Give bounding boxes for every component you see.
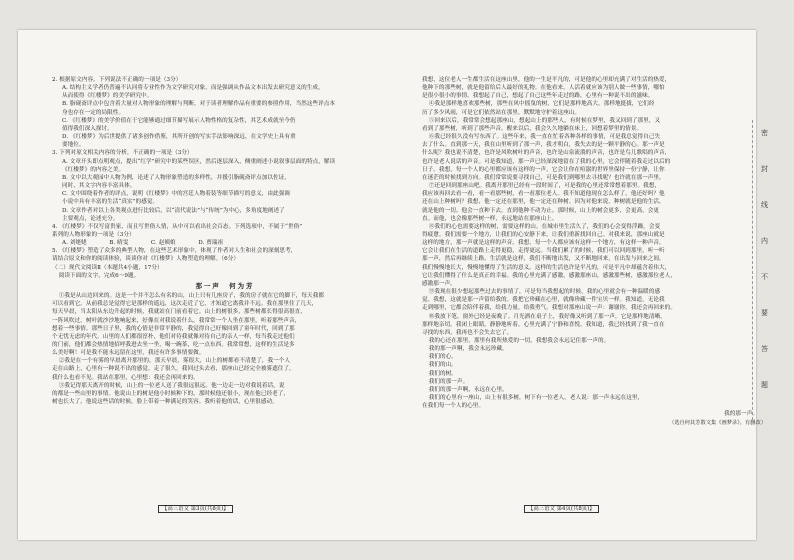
right-column-line: 什么呢？我也说不清楚，也许是风吹树叶的声音，也许是山泉流淌的声音，也许是鸟儿歌唱的声音，: [422, 150, 671, 157]
left-column-line: 个无忧无虑的年代。山里的人们都很淳朴，他们对待我就像对待自己的亲人一样，每当我走过他们: [52, 333, 295, 340]
right-column-line: ⑧我们的心也需要这样的树，需要这样的山。在城市里生活久了，我们的心会变得浮躁，会变: [428, 223, 661, 230]
left-column-line: 要地位。: [62, 142, 85, 149]
right-column-line: 我的心还在那里，那里有我所热爱的一切，我想我会永远记住那一声的。: [428, 338, 610, 344]
left-column-line: 值得我们深入探讨。: [62, 125, 113, 132]
left-column-line: （二）现代文阅读Ⅱ（本题共4小题，17分）: [52, 264, 163, 271]
sidebar-glyph: 不: [761, 273, 768, 281]
right-column-line: 我的那一声啊，我会永远珍藏。: [428, 346, 508, 353]
left-column-line: ②我是在一个有雾的早晨离开那里的。那天早晨，雾很大，山上的树都看不清楚了，我一个人: [58, 358, 291, 365]
sidebar-glyph: 内: [761, 237, 768, 245]
left-column-line: C. 文中围绕着作者的评点，说明《红楼梦》中的宫廷人物着装等细节描写的意义，由此强调: [62, 191, 290, 198]
footer-page-3: [158, 504, 233, 512]
sidebar-glyph: 要: [761, 309, 768, 317]
left-column-line: 请结合原文和你的阅读体验，谈谈你对《红楼梦》人物塑造的理解。（6分）: [52, 256, 240, 263]
left-column-line: 树也长大了。他说这些话的时候，脸上带着一种满足的笑容。我听着他的话，心里很感动。: [52, 399, 278, 406]
left-column-line: A. 刘姥姥 B. 晴雯 C. 赵姨娘 D. 贾瑞祖: [62, 240, 224, 247]
left-column-line: 《红楼梦》的内容之美。: [62, 166, 125, 173]
left-column-line: 的都是一些山里的事情。他说山上的树是他小时候种下的，那时候他还很小，现在他已经老了，: [52, 390, 290, 397]
left-column: [52, 76, 398, 406]
right-column-line: 走到哪里，它都会陪伴着我，给我力量，给我勇气。我想对那座山说一声：谢谢你，我还会再回来的。: [422, 305, 676, 312]
seal-line-sidebar: [752, 120, 779, 420]
left-column-line: 4. 《红楼梦》不仅写富贵家，而且写世俗人情，从中可以看出社会百态。下列选项中，不属于“世俗”: [52, 223, 303, 230]
right-column-line: 也许是老人说话的声音。可是我知道，那一声已经深深地留在了我的心里，它会伴随着我走过以后的: [422, 158, 671, 165]
left-column-line: 主要观点，论述充分。: [62, 215, 119, 222]
left-column-line: 系列的人物形象的一项是（3分）: [52, 231, 135, 238]
right-column-line: 日子。我想，每一个人的心里都应该有这样的一声，它会让你在喧嚣的世界里保持一份宁静，让你: [422, 166, 665, 173]
left-column-line: 我什么也看不见。我站在那里，心里想：我还会再回来的。: [52, 374, 199, 381]
right-column-line: 我想，这位老人一生都生活在这座山里，他的一生是平凡的，可是他的心里却充满了对生活的热爱，: [422, 77, 671, 83]
right-column-line: 那样地亲切。我闭上眼睛，静静地听着，心里充满了宁静和喜悦。我知道，我已经找到了我一直在: [422, 321, 665, 328]
sidebar-glyph: 封: [761, 165, 768, 173]
left-column-line: D. 文章作者对以上各类观点进行比较后，以“清代说法”与“传统”为中心，多角度地阐述了: [62, 207, 285, 214]
right-column-line: 在迷茫的时候找到方向。我们常常说要寻找自己，可是我们到哪里去寻找呢？也许就在那一声里。: [422, 174, 665, 181]
sidebar-glyph: 线: [761, 201, 768, 209]
left-column-line: 可以看到它。从前我总是觉得它是那样的遥远，这次走近了它，才知道它离我并不远。我在那里住了几天，: [52, 301, 318, 308]
right-column-line: ④我是那样地喜欢那些树，那些在风中摇曳的树，它们是那样地高大，那样地挺拔，它们经: [428, 101, 655, 108]
right-column-line: 我们的那一声。: [428, 378, 469, 385]
right-column-line: 我们的心。: [428, 354, 457, 361]
right-column-line: ⑦还是回到那座山吧。我离开那里已经有一段时间了，可是我的心里还常常想着那里。我想，: [428, 183, 661, 190]
right-column-line: 去了什么。直到那一天，我在山里听到了那一声，我才明白，我失去的是一颗平静的心。那一声是: [422, 142, 665, 149]
right-column-line: 觉。我想，这就是那一声留给我的。我把它珍藏在心里，就像珍藏一件宝贝一样。我知道，无论我: [422, 297, 665, 304]
right-column-line: 我们的心里有一座山，山上有很多树，树下有一位老人，老人说：那一声永远在这里，: [428, 395, 644, 402]
left-column-line: 小说中具有丰富的生活“真实”的感觉。: [62, 199, 159, 206]
right-column-line: 感激那一声。: [422, 280, 456, 287]
left-column-line: A. 结构主义学者仍普遍不认同将专业性作为文学研究对象，而是强调从作品文本出发去研究意义的生成，: [62, 85, 324, 92]
left-column-line: D. 《红楼梦》为后世提供了诸多创作借鉴，其所开创的写实手法影响深远，在文学史上具有重: [62, 134, 296, 141]
right-column-line: 我们的山。: [428, 362, 457, 369]
sidebar-glyph: 密: [761, 129, 768, 137]
right-column-line: 历了多少风雨，可是它们依然站在那里，默默地守护着这座山。: [422, 109, 581, 116]
right-column-line: 他种下的那些树，就是他留给后人最好的礼物。在他看来，人活着就应该为别人做一些事情，哪怕: [422, 85, 665, 92]
right-column-line: ⑥我已经很久没有写东西了。这些年来，我一直在忙着各种各样的事情，可是我总觉得自己失: [428, 134, 661, 141]
right-column-line: 我应该再回去看一看，看一看那些树，看一看那位老人。我不知道他现在怎么样了，他还好吗？他: [422, 191, 665, 198]
right-column-line: 看到了那些树，听到了那些声音。醒来以后，我会久久地躺在床上，回想着梦里的情景。: [422, 125, 643, 132]
sidebar-glyph: 题: [761, 381, 768, 389]
left-column-line: ③我记得那天离开的时候，山上的一位老人送了我很远很远。他一边走一边对我说着话，说: [58, 382, 285, 389]
right-column-line: （选自何其芳散文集《画梦录》，有删改）: [669, 419, 766, 426]
left-column-line: 走在山路上，心里有一种说不出的感觉。走了很久，我回过头去看，那座山已经完全被雾遮住了，: [52, 366, 295, 373]
right-column-line: 我们的那一声啊，永远在心里。: [428, 386, 508, 393]
right-column-line: 它让我们懂得了什么是真正的幸福。我的心里充满了感激，感激那座山，感激那些树，感激那位老人，: [422, 272, 676, 279]
right-column-line: 直。而他，也会像那些树一样，永远地站在那座山上。: [422, 215, 558, 222]
right-column-line: 是很小很小的事情。我想起了自己，想起了自己这些年走过的路，心里有一种说不出的滋味。: [422, 93, 654, 100]
left-column-line: 每天早晨，当太阳从东边升起的时候，我就站在门前看着它。山上的树很多，那些树都长得很高很直，: [52, 309, 306, 316]
right-column-line: 我的那一声。: [724, 411, 758, 418]
right-column-line: 寻找的东西，我再也不会失去它了。: [422, 329, 513, 336]
right-column-line: 这样的地方，那一声就是这样的声音。我想，每一个人都应该有这样一个地方，有这样一种声音，: [422, 240, 665, 247]
right-column: [422, 76, 766, 427]
left-column-line: 从而使得《红楼梦》的美学研究中。: [62, 93, 153, 100]
left-column-line: C. 《红楼梦》的美学价值在于它能够通过细节描写展示人物性格的复杂性，其艺术成就至今仍: [62, 117, 296, 124]
right-column-line: 它会让我们在生活的道路上走得更稳，走得更远。当我们累了的时候，我们可以回到那里，听一听: [422, 248, 665, 255]
footer-page-4: [524, 504, 599, 512]
left-column-line: 一阵风吹过，树叶就沙沙地响起来，好像在对我说着什么。我常常一个人坐在那里，听着那些声音，: [52, 317, 301, 324]
footer-page-3-label: 【高三语文 第3页(共8页)】: [158, 505, 233, 513]
exam-sheet: [18, 30, 766, 540]
right-column-line: ⑤回来以后，我常常会想起那座山，想起山上的那些人。有时候在梦里，我又回到了那里，又: [428, 117, 661, 124]
right-column-line: 我们的树。: [428, 370, 457, 377]
right-column-line: 得疲惫。我们需要一个地方，让我们的心安静下来，让我们重新找回自己。对我来说，那座山就是: [422, 231, 665, 238]
left-column-line: 的门前，他们都会热情地招呼我进去坐一坐，喝一碗茶，吃一点东西。我常常想，这样的生活是多: [52, 342, 295, 348]
left-column-line: 2. 根据原文内容，下列说法不正确的一项是（3分）: [52, 77, 182, 83]
left-column-line: B. 脂砚斋评点中包含着大量对人物形象的理解与判断，对于读者理解作品有重要的参照作用，当然这些评点本: [62, 101, 336, 108]
left-column-line: 身也存在一定的局限性。: [62, 109, 125, 116]
left-column-line: A. 文章开头即点明观点，提出“红学”研究中的某些误区，然后逐层深入，侧重阐述小说叙事层面的特点，解读: [62, 158, 336, 165]
left-column-line: 3. 下列对原文相关内容的分析，不正确的一项是（3分）: [52, 150, 193, 157]
footer-page-4-label: 【高三语文 第4页(共8页)】: [524, 505, 599, 513]
right-column-line: ⑨我现在很少想起那些过去的事情了，可是每当我想起的时候，我的心里就会有一种温暖的感: [428, 289, 661, 296]
right-column-line: 那一声，然后再继续上路。生活就是这样，我们不断地出发，又不断地回来，在出发与回来之间，: [422, 256, 665, 263]
left-column-line: 想着一些事情。那些日子里，我的心情是非常平静的，我觉得自己好像回到了童年时代，回到了那: [52, 325, 295, 332]
left-column-line: ①我是从山边回来的。这是一个并不怎么有名的山，山上只有几座房子，我的房子就在它的脚下，每天我都: [58, 293, 324, 300]
left-column-line: 同时，其文字内容丰富具体。: [62, 183, 136, 190]
left-column-line: 阅读下面的文字，完成6～9题。: [58, 272, 140, 279]
left-column-line: 那一声 何为芳: [195, 281, 255, 290]
left-column-line: B. 文中以大观园中人物为例，论述了人物形象塑造的多样性，并援引脂砚斋评点加以佐证，: [62, 174, 290, 181]
right-column-line: 在我们每一个人的心里。: [422, 403, 485, 410]
left-column-line: 么美好啊！可是我不能永远留在这里，我还有许多事情要做。: [52, 350, 205, 357]
right-column-line: 我们慢慢地长大，慢慢地懂得了生活的意义。这样的生活也许是平凡的，可是平凡中却蕴含着伟大，: [422, 264, 671, 271]
sidebar-glyph: 答: [761, 345, 768, 353]
left-column-line: 5. 《红楼梦》塑造了众多的典型人物，在这些艺术形象中，体现了作者对人生和社会的深刻思考，: [52, 248, 297, 255]
right-column-line: 就是他的一切。他会一直种下去，直到他种不动为止。那时候，山上的树会更多，会更高，会更: [422, 207, 660, 214]
right-column-line: ⑩我放下笔，窗外已经是夜晚了。月光洒在桌子上，我好像又听到了那一声，它是那样地清晰，: [428, 313, 666, 320]
right-column-line: 还在山上种树吗？我想，他一定还在那里，他一定还在种树。因为对他来说，种树就是他的生活，: [422, 199, 665, 206]
